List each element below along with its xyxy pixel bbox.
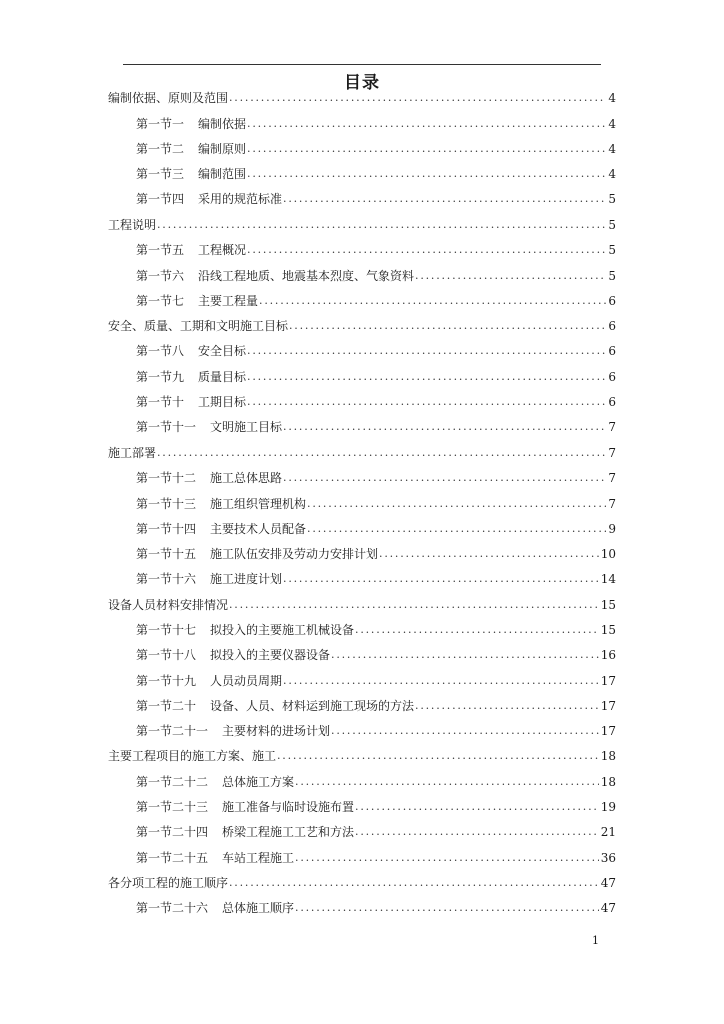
dot-leader [247, 166, 606, 182]
toc-page-number: 6 [608, 319, 616, 333]
toc-entry[interactable] [108, 595, 616, 613]
toc-entry-title: 施工队伍安排及劳动力安排计划 [210, 547, 379, 561]
dot-leader [289, 318, 606, 334]
toc-section-number: 第一节七 [136, 294, 185, 308]
toc-section-number: 第一节十八 [136, 648, 197, 662]
toc-section-number: 第一节十四 [136, 522, 197, 536]
toc-entry-title: 拟投入的主要施工机械设备 [210, 623, 355, 637]
toc-entry-title: 质量目标 [198, 370, 247, 384]
toc-entry-title: 主要工程项目的施工方案、施工 [108, 749, 277, 763]
toc-section-number: 第一节十一 [136, 420, 197, 434]
dot-leader [379, 546, 599, 562]
toc-entry[interactable] [136, 620, 616, 638]
dot-leader [157, 217, 606, 233]
toc-section-number: 第一节六 [136, 269, 185, 283]
toc-section-number: 第一节十七 [136, 623, 197, 637]
toc-entry-title: 安全、质量、工期和文明施工目标 [108, 319, 289, 333]
toc-entry-title: 人员动员周期 [210, 674, 283, 688]
toc-entry[interactable] [108, 215, 616, 233]
page-title: 目录 [344, 73, 380, 93]
toc-section-number: 第一节十二 [136, 471, 197, 485]
toc-entry[interactable] [136, 519, 616, 537]
toc-entry-title: 各分项工程的施工顺序 [108, 876, 229, 890]
dot-leader [283, 673, 599, 689]
toc-section-number: 第一节一 [136, 117, 185, 131]
toc-entry[interactable] [108, 873, 616, 891]
toc-entry[interactable] [136, 240, 616, 258]
dot-leader [307, 496, 606, 512]
toc-page-number: 7 [608, 497, 616, 511]
toc-entry-title: 拟投入的主要仪器设备 [210, 648, 331, 662]
toc-entry-title: 车站工程施工 [222, 851, 295, 865]
toc-entry[interactable] [108, 443, 616, 461]
dot-leader [247, 116, 606, 132]
dot-leader [295, 850, 599, 866]
toc-entry[interactable] [136, 898, 616, 916]
dot-leader [247, 242, 606, 258]
toc-entry-title: 采用的规范标准 [198, 192, 283, 206]
toc-entry[interactable] [136, 139, 616, 157]
toc-entry[interactable] [136, 392, 616, 410]
page-number: 1 [592, 934, 599, 947]
toc-page-number: 15 [600, 598, 616, 612]
toc-entry[interactable] [108, 746, 616, 764]
dot-leader [415, 698, 599, 714]
toc-section-number: 第一节二十五 [136, 851, 209, 865]
toc-entry[interactable] [136, 367, 616, 385]
toc-section-number: 第一节三 [136, 167, 185, 181]
toc-entry[interactable] [136, 291, 616, 309]
toc-page-number: 5 [608, 218, 616, 232]
dot-leader [331, 647, 599, 663]
toc-page-number: 4 [608, 117, 616, 131]
toc-section-number: 第一节十六 [136, 572, 197, 586]
toc-section-number: 第一节二十 [136, 699, 197, 713]
toc-page-number: 21 [600, 825, 616, 839]
toc-entry-title: 主要工程量 [198, 294, 259, 308]
toc-entry-title: 主要技术人员配备 [210, 522, 307, 536]
toc-page-number: 6 [608, 344, 616, 358]
toc-entry-title: 工期目标 [198, 395, 247, 409]
toc-section-number: 第一节二十四 [136, 825, 209, 839]
toc-section-number: 第一节十 [136, 395, 185, 409]
toc-entry[interactable] [136, 822, 616, 840]
dot-leader [295, 774, 599, 790]
toc-page-number: 5 [608, 243, 616, 257]
toc-page-number: 19 [600, 800, 616, 814]
toc-entry-title: 主要材料的进场计划 [222, 724, 331, 738]
toc-section-number: 第一节十九 [136, 674, 197, 688]
toc-entry-title: 编制原则 [198, 142, 247, 156]
toc-entry[interactable] [136, 848, 616, 866]
toc-entry[interactable] [136, 189, 616, 207]
toc-page-number: 36 [600, 851, 616, 865]
toc-page-number: 7 [608, 471, 616, 485]
toc-entry-title: 工程概况 [198, 243, 247, 257]
toc-page-number: 4 [608, 91, 616, 105]
toc-page-number: 7 [608, 446, 616, 460]
toc-entry-title: 编制依据、原则及范围 [108, 91, 229, 105]
toc-entry[interactable] [136, 797, 616, 815]
toc-section-number: 第一节二十六 [136, 901, 209, 915]
toc-section-number: 第一节二十一 [136, 724, 209, 738]
toc-section-number: 第一节十五 [136, 547, 197, 561]
dot-leader [355, 824, 599, 840]
dot-leader [247, 369, 606, 385]
toc-page-number: 47 [600, 876, 616, 890]
toc-entry[interactable] [136, 671, 616, 689]
toc-entry[interactable] [136, 544, 616, 562]
toc-entry[interactable] [136, 645, 616, 663]
toc-entry-title: 桥梁工程施工工艺和方法 [222, 825, 355, 839]
toc-page-number: 18 [600, 775, 616, 789]
toc-page-number: 16 [600, 648, 616, 662]
toc-entry[interactable] [136, 114, 616, 132]
toc-page-number: 47 [600, 901, 616, 915]
dot-leader [247, 394, 606, 410]
toc-page-number: 6 [608, 395, 616, 409]
toc-section-number: 第一节八 [136, 344, 185, 358]
toc-entry-title: 施工总体思路 [210, 471, 283, 485]
toc-page-number: 4 [608, 142, 616, 156]
dot-leader [247, 343, 606, 359]
toc-page-number: 17 [600, 699, 616, 713]
dot-leader [331, 723, 599, 739]
toc-section-number: 第一节二十三 [136, 800, 209, 814]
dot-leader [229, 90, 606, 106]
toc-page-number: 6 [608, 294, 616, 308]
toc-entry[interactable] [136, 266, 616, 284]
toc-page-number: 9 [608, 522, 616, 536]
toc-entry-title: 设备人员材料安排情况 [108, 598, 229, 612]
toc-page-number: 17 [600, 674, 616, 688]
toc-entry-title: 设备、人员、材料运到施工现场的方法 [210, 699, 415, 713]
toc-page-number: 14 [600, 572, 616, 586]
toc-entry[interactable] [136, 494, 616, 512]
toc-entry[interactable] [136, 417, 616, 435]
toc-page-number: 10 [600, 547, 616, 561]
dot-leader [259, 293, 606, 309]
toc-entry[interactable] [136, 341, 616, 359]
toc-page-number: 18 [600, 749, 616, 763]
toc-entry-title: 施工组织管理机构 [210, 497, 307, 511]
toc-page-number: 7 [608, 420, 616, 434]
toc-entry-title: 施工准备与临时设施布置 [222, 800, 355, 814]
dot-leader [247, 141, 606, 157]
dot-leader [355, 622, 599, 638]
toc-entry[interactable] [108, 316, 616, 334]
toc-entry-title: 沿线工程地质、地震基本烈度、气象资料 [198, 269, 415, 283]
dot-leader [283, 571, 599, 587]
toc-entry-title: 工程说明 [108, 218, 157, 232]
toc-entry-title: 编制依据 [198, 117, 247, 131]
toc-entry-title: 安全目标 [198, 344, 247, 358]
toc-entry[interactable] [108, 88, 616, 106]
toc-section-number: 第一节九 [136, 370, 185, 384]
toc-page-number: 6 [608, 370, 616, 384]
toc-section-number: 第一节五 [136, 243, 185, 257]
dot-leader [283, 191, 606, 207]
toc-entry-title: 文明施工目标 [210, 420, 283, 434]
toc-entry[interactable] [136, 696, 616, 714]
toc-entry[interactable] [136, 772, 616, 790]
toc-entry-title: 总体施工顺序 [222, 901, 295, 915]
dot-leader [415, 268, 606, 284]
toc-page-number: 17 [600, 724, 616, 738]
toc-entry[interactable] [136, 468, 616, 486]
toc-section-number: 第一节四 [136, 192, 185, 206]
dot-leader [355, 799, 599, 815]
toc-entry-title: 施工部署 [108, 446, 157, 460]
dot-leader [157, 445, 606, 461]
dot-leader [277, 748, 599, 764]
toc-section-number: 第一节二 [136, 142, 185, 156]
dot-leader [283, 419, 606, 435]
toc-page-number: 15 [600, 623, 616, 637]
toc-entry[interactable] [136, 164, 616, 182]
toc-entry-title: 编制范围 [198, 167, 247, 181]
dot-leader [295, 900, 599, 916]
toc-entry[interactable] [136, 721, 616, 739]
dot-leader [283, 470, 606, 486]
toc-entry-title: 施工进度计划 [210, 572, 283, 586]
toc-page-number: 5 [608, 269, 616, 283]
toc-entry[interactable] [136, 569, 616, 587]
dot-leader [229, 875, 599, 891]
dot-leader [307, 521, 606, 537]
toc-page-number: 5 [608, 192, 616, 206]
toc-page-number: 4 [608, 167, 616, 181]
toc-section-number: 第一节二十二 [136, 775, 209, 789]
dot-leader [229, 597, 599, 613]
toc-entry-title: 总体施工方案 [222, 775, 295, 789]
toc-section-number: 第一节十三 [136, 497, 197, 511]
